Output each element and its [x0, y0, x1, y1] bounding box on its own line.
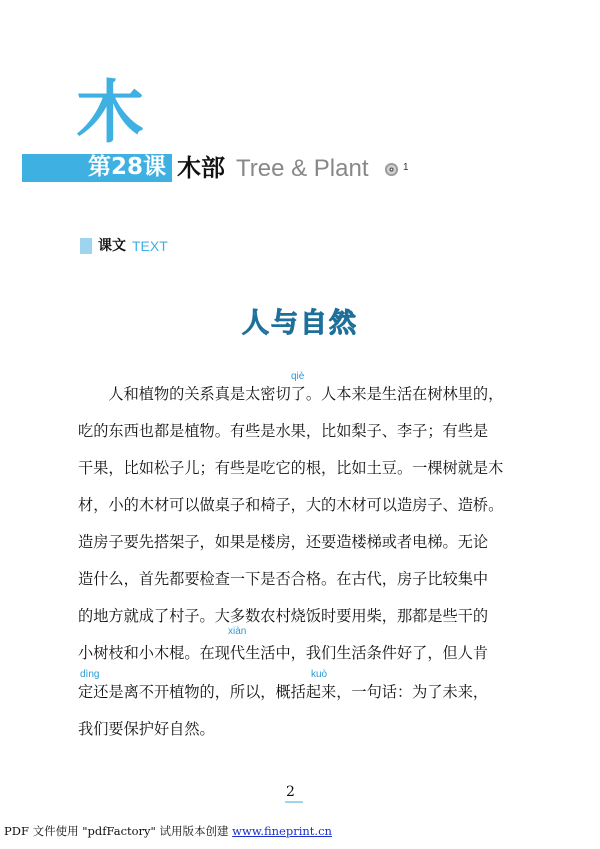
- body-line-5: 造房子要先搭架子，如果是楼房，还要造楼梯或者电梯。无论: [78, 533, 489, 551]
- audio-track-number: 1: [403, 162, 409, 173]
- section-label-cn: 课文: [98, 238, 126, 254]
- lesson-label: 第28课: [88, 154, 167, 180]
- pdf-footer: [4, 823, 332, 839]
- body-line-4: 材，小的木材可以做桌子和椅子，大的木材可以造房子、造桥。: [78, 496, 504, 514]
- body-line-7: 的地方就成了村子。大多数农村烧饭时要用柴，那都是些干的: [78, 607, 489, 625]
- section-marker: [80, 238, 92, 254]
- body-line-6: 造什么，首先都要检查一下是否合格。在古代，房子比较集中: [78, 570, 489, 588]
- pinyin-qie: qiè: [291, 371, 305, 382]
- chapter-title-cn: 木部: [177, 154, 225, 182]
- page-number: 2: [286, 784, 295, 800]
- body-line-9: 定还是离不开植物的，所以，概括起来，一句话：为了未来，: [78, 683, 489, 701]
- footer-text: PDF 文件使用 "pdfFactory" 试用版本创建: [4, 824, 233, 838]
- body-line-1: 人和植物的关系真是太密切了。人本来是生活在树林里的，: [78, 385, 504, 403]
- cd-audio-icon[interactable]: [384, 162, 399, 177]
- article-title: 人与自然: [242, 308, 358, 339]
- radical-character: 木: [76, 74, 145, 153]
- pinyin-xian: xiàn: [228, 626, 247, 637]
- body-line-10: 我们要保护好自然。: [78, 720, 215, 738]
- body-line-8: 小树枝和小木棍。在现代生活中，我们生活条件好了，但人肯: [78, 644, 489, 662]
- body-line-2: 吃的东西也都是植物。有些是水果，比如梨子、李子；有些是: [78, 422, 489, 440]
- pinyin-ding: dìng: [80, 669, 100, 680]
- pinyin-kuo: kuò: [311, 669, 328, 680]
- body-line-3: 干果，比如松子儿；有些是吃它的根，比如土豆。一棵树就是木: [78, 459, 504, 477]
- section-label-en: TEXT: [132, 238, 168, 254]
- chapter-title-en: Tree & Plant: [236, 155, 369, 182]
- page-number-underline: [285, 801, 303, 803]
- footer-link[interactable]: www.fineprint.cn: [232, 824, 332, 838]
